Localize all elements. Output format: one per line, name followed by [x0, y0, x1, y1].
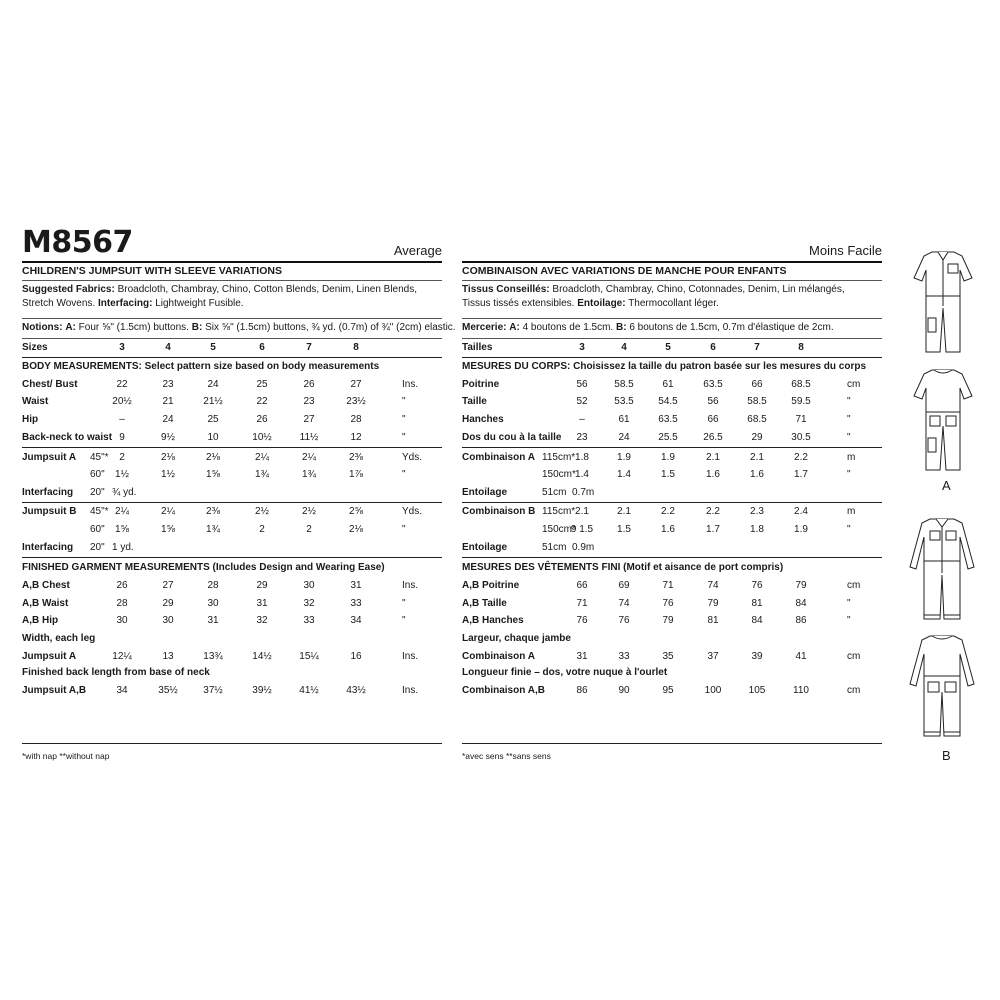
size-value: 1⅝ — [115, 524, 129, 535]
suggested-fabrics: Suggested Fabrics: Broadcloth, Chambray, Chino, Cotton Blends, Denim, Linen Blends, Stretch Wovens. Interfacing: Lightweight Fusible. — [22, 284, 418, 309]
size-value: 1.9 — [794, 524, 808, 535]
size-value: 1.6 — [661, 524, 675, 535]
unit: " — [847, 598, 851, 609]
row-label: Combinaison A,B — [462, 685, 545, 696]
yardage-row — [462, 450, 882, 466]
body-measurement-row — [22, 412, 442, 428]
size-value: 12 — [350, 432, 362, 443]
fabric-width: 115cm* — [542, 506, 576, 517]
back-length-label: Longueur finie – dos, votre nuque à l'ourlet — [462, 667, 668, 678]
body-measurements-header: MESURES DU CORPS: Choisissez la taille du patron basée sur les mesures du corps — [462, 361, 867, 372]
width-each-leg-label: Largeur, chaque jambe — [462, 633, 571, 644]
size-value: 23 — [576, 432, 588, 443]
size-value: 22 — [256, 396, 268, 407]
size-value: 63.5 — [658, 414, 678, 425]
size-value: 32 — [303, 598, 315, 609]
size-value: 4 — [621, 342, 627, 353]
size-value: 14½ — [252, 651, 272, 662]
size-value: 15¼ — [299, 651, 319, 662]
size-value: 1¾ — [206, 524, 220, 535]
size-value: 1½ — [161, 469, 175, 480]
size-value: 76 — [662, 598, 674, 609]
unit: Ins. — [402, 685, 419, 696]
suggested-fabrics: Tissus Conseillés: Broadcloth, Chambray, Chino, Cotonnades, Denim, Lin mélangés, Tissus tissés extensibles. Entoilage: Thermocollant léger. — [462, 284, 845, 309]
back-length-row — [462, 683, 882, 699]
unit: " — [402, 524, 406, 535]
unit: " — [402, 414, 406, 425]
size-value: 26 — [116, 580, 128, 591]
size-value: 2⅛ — [349, 524, 363, 535]
finished-measurements-header: FINISHED GARMENT MEASUREMENTS (Includes Design and Wearing Ease) — [22, 562, 385, 573]
size-value: 30.5 — [791, 432, 811, 443]
fabric-width: 20" — [90, 542, 105, 553]
difficulty-level: Moins Facile — [809, 243, 882, 258]
size-value: 2.4 — [794, 506, 808, 517]
size-value: 2.3 — [750, 506, 764, 517]
size-value: 61 — [618, 414, 630, 425]
size-value: 30 — [162, 615, 174, 626]
size-value: 68.5 — [747, 414, 767, 425]
row-label: Jumpsuit A — [22, 452, 77, 463]
size-value: 2¼ — [115, 506, 129, 517]
size-value: 84 — [751, 615, 763, 626]
fabric-width: 150cm* — [542, 469, 576, 480]
interfacing-row — [462, 485, 882, 501]
size-value: 76 — [618, 615, 630, 626]
size-value: 31 — [350, 580, 362, 591]
view-a-label: A — [942, 478, 951, 493]
size-value: 8 — [353, 342, 359, 353]
size-value: 33 — [303, 615, 315, 626]
unit: " — [847, 524, 851, 535]
size-value: 9½ — [161, 432, 175, 443]
row-label: Combinaison A — [462, 452, 535, 463]
fabric-width: 45"* — [90, 506, 109, 517]
size-value: 52 — [576, 396, 588, 407]
unit: Yds. — [402, 452, 423, 463]
size-value: 76 — [576, 615, 588, 626]
fabric-width: 60" — [90, 469, 105, 480]
interfacing-amount: 0.9m — [572, 542, 595, 553]
fabric-width: 51cm — [542, 487, 567, 498]
size-value: 84 — [795, 598, 807, 609]
size-value: 2.1 — [750, 452, 764, 463]
size-value: 1⅝ — [206, 469, 220, 480]
size-value: 71 — [576, 598, 588, 609]
row-label: Back-neck to waist — [22, 432, 113, 443]
size-value: 95 — [662, 685, 674, 696]
size-value: 31 — [207, 615, 219, 626]
width-row — [462, 649, 882, 665]
size-value: 34 — [350, 615, 362, 626]
size-value: 105 — [748, 685, 766, 696]
size-value: 41 — [795, 651, 807, 662]
size-value: 20½ — [112, 396, 132, 407]
size-value: 2 — [119, 452, 125, 463]
finished-measurement-row — [22, 596, 442, 612]
row-label: Hanches — [462, 414, 504, 425]
yardage-row — [22, 504, 442, 520]
unit: m — [847, 452, 856, 463]
size-value: 1.9 — [617, 452, 631, 463]
fabric-width: 20" — [90, 487, 105, 498]
size-value: 23 — [303, 396, 315, 407]
size-value: 28 — [207, 580, 219, 591]
size-value: 1¾ — [302, 469, 316, 480]
size-value: 9 1.5 — [570, 524, 594, 535]
size-value: 74 — [707, 580, 719, 591]
size-value: 29 — [256, 580, 268, 591]
size-value: 56 — [576, 379, 588, 390]
unit: " — [402, 469, 406, 480]
size-value: 69 — [618, 580, 630, 591]
size-value: 3 — [579, 342, 585, 353]
size-value: 2.2 — [706, 506, 720, 517]
row-label: A,B Hip — [22, 615, 59, 626]
size-value: 2¼ — [302, 452, 316, 463]
size-value: 23½ — [346, 396, 366, 407]
size-value: 54.5 — [658, 396, 678, 407]
size-value: 35½ — [158, 685, 178, 696]
size-value: 5 — [665, 342, 671, 353]
size-value: 4 — [165, 342, 171, 353]
size-value: 1.4 — [617, 469, 631, 480]
unit: " — [402, 432, 406, 443]
body-measurement-row — [462, 412, 882, 428]
size-value: 24 — [162, 414, 174, 425]
size-value: 1.9 — [661, 452, 675, 463]
size-value: 24 — [207, 379, 219, 390]
size-value: 110 — [793, 685, 809, 696]
size-value: 1.5 — [661, 469, 675, 480]
size-value: 28 — [116, 598, 128, 609]
body-measurement-row — [22, 430, 442, 446]
size-value: 33 — [618, 651, 630, 662]
size-value: 41½ — [299, 685, 319, 696]
size-value: 30 — [207, 598, 219, 609]
unit: cm — [847, 379, 861, 390]
back-length-row — [22, 683, 442, 699]
size-value: 66 — [751, 379, 763, 390]
row-label: Dos du cou à la taille — [462, 432, 562, 443]
size-value: 86 — [795, 615, 807, 626]
size-value: 16 — [350, 651, 362, 662]
size-value: 1½ — [115, 469, 129, 480]
row-label: Jumpsuit A — [22, 651, 77, 662]
finished-measurement-row — [462, 613, 882, 629]
size-value: 10½ — [252, 432, 272, 443]
size-value: 2.2 — [794, 452, 808, 463]
interfacing-amount: ¾ yd. — [112, 487, 137, 498]
row-label: A,B Poitrine — [462, 580, 520, 591]
yardage-row — [22, 522, 442, 538]
size-value: 66 — [576, 580, 588, 591]
size-value: 2.2 — [661, 506, 675, 517]
unit: cm — [847, 685, 861, 696]
size-value: 35 — [662, 651, 674, 662]
row-label: A,B Hanches — [462, 615, 524, 626]
finished-measurement-row — [462, 578, 882, 594]
size-value: 2.1 — [617, 506, 631, 517]
size-value: 39½ — [252, 685, 272, 696]
size-value: 27 — [162, 580, 174, 591]
size-value: 1.5 — [617, 524, 631, 535]
size-value: 2⅜ — [349, 452, 363, 463]
size-value: 61 — [662, 379, 674, 390]
unit: " — [402, 615, 406, 626]
finished-measurement-row — [462, 596, 882, 612]
size-value: 71 — [795, 414, 807, 425]
size-value: 1.8 — [750, 524, 764, 535]
pattern-title: CHILDREN'S JUMPSUIT WITH SLEEVE VARIATIONS — [22, 265, 282, 277]
size-value: 7 — [754, 342, 760, 353]
body-measurement-row — [462, 394, 882, 410]
size-value: 26 — [303, 379, 315, 390]
size-value: 100 — [704, 685, 722, 696]
size-value: 81 — [751, 598, 763, 609]
size-value: 32 — [256, 615, 268, 626]
size-value: 76 — [751, 580, 763, 591]
size-value: 37½ — [203, 685, 223, 696]
view-b-back-illustration — [906, 632, 978, 744]
fabric-width: 150cm* — [542, 524, 576, 535]
size-value: 79 — [707, 598, 719, 609]
size-value: 29 — [751, 432, 763, 443]
size-value: 31 — [256, 598, 268, 609]
size-value: 2⅛ — [161, 452, 175, 463]
size-value: 13¾ — [203, 651, 223, 662]
sizes-row — [462, 340, 882, 356]
finished-measurement-row — [22, 613, 442, 629]
size-value: 28 — [350, 414, 362, 425]
body-measurement-row — [462, 430, 882, 446]
row-label: Poitrine — [462, 379, 500, 390]
size-value: 2.1 — [575, 506, 589, 517]
size-value: 10 — [207, 432, 219, 443]
size-value: 1.4 — [575, 469, 589, 480]
size-value: 31 — [576, 651, 588, 662]
body-measurement-row — [462, 377, 882, 393]
size-value: 2⅛ — [206, 452, 220, 463]
size-value: 21 — [162, 396, 174, 407]
unit: " — [847, 469, 851, 480]
view-b-front-illustration — [906, 515, 978, 627]
size-value: 1.6 — [706, 469, 720, 480]
footnote: *with nap **without nap — [22, 751, 110, 761]
size-value: 90 — [618, 685, 630, 696]
size-value: 2 — [306, 524, 312, 535]
size-value: 1.7 — [794, 469, 808, 480]
size-value: 34 — [116, 685, 128, 696]
interfacing-amount: 0.7m — [572, 487, 595, 498]
size-value: 25 — [207, 414, 219, 425]
size-value: 30 — [303, 580, 315, 591]
size-value: 86 — [576, 685, 588, 696]
size-value: 59.5 — [791, 396, 811, 407]
interfacing-row — [22, 485, 442, 501]
size-value: 24 — [618, 432, 630, 443]
size-value: 43½ — [346, 685, 366, 696]
size-value: 26 — [256, 414, 268, 425]
finished-measurements-header: MESURES DES VÊTEMENTS FINI (Motif et aisance de port compris) — [462, 562, 784, 573]
size-value: 2¼ — [255, 452, 269, 463]
yardage-row — [462, 522, 882, 538]
size-value: – — [579, 414, 585, 425]
view-a-front-illustration — [910, 248, 976, 358]
view-a-back-illustration — [910, 366, 976, 476]
size-value: 37 — [707, 651, 719, 662]
pattern-title: COMBINAISON AVEC VARIATIONS DE MANCHE POUR ENFANTS — [462, 265, 787, 277]
size-value: 2¼ — [161, 506, 175, 517]
size-value: 23 — [162, 379, 174, 390]
yardage-row — [462, 504, 882, 520]
row-label: Combinaison B — [462, 506, 536, 517]
size-value: 68.5 — [791, 379, 811, 390]
size-value: 33 — [350, 598, 362, 609]
size-value: 81 — [707, 615, 719, 626]
unit: cm — [847, 651, 861, 662]
size-value: 2½ — [255, 506, 269, 517]
yardage-row — [22, 450, 442, 466]
size-value: 29 — [162, 598, 174, 609]
view-b-label: B — [942, 748, 951, 763]
size-value: 2⅝ — [349, 506, 363, 517]
size-value: 3 — [119, 342, 125, 353]
body-measurement-row — [22, 394, 442, 410]
size-value: 1.6 — [750, 469, 764, 480]
row-label: A,B Chest — [22, 580, 70, 591]
width-row — [22, 649, 442, 665]
notions: Notions: A: Four ⅝" (1.5cm) buttons. B: Six ⅝" (1.5cm) buttons, ¾ yd. (0.7m) of ¾" (2cm) elastic. — [22, 322, 456, 333]
body-measurement-row — [22, 377, 442, 393]
interfacing-amount: 1 yd. — [112, 542, 134, 553]
size-value: 1⅞ — [349, 469, 363, 480]
size-value: 13 — [162, 651, 174, 662]
size-value: 39 — [751, 651, 763, 662]
unit: " — [847, 396, 851, 407]
row-label: Interfacing — [22, 487, 74, 498]
interfacing-row — [22, 540, 442, 556]
pattern-code: M8567 — [22, 225, 133, 260]
size-value: 2.1 — [706, 452, 720, 463]
row-label: Waist — [22, 396, 49, 407]
unit: Yds. — [402, 506, 423, 517]
unit: " — [847, 414, 851, 425]
size-value: 1⅝ — [161, 524, 175, 535]
size-value: – — [119, 414, 125, 425]
size-value: 27 — [303, 414, 315, 425]
size-value: 53.5 — [614, 396, 634, 407]
size-value: 2⅜ — [206, 506, 220, 517]
unit: " — [402, 598, 406, 609]
size-value: 21½ — [203, 396, 223, 407]
size-value: 2 — [259, 524, 265, 535]
size-value: 9 — [119, 432, 125, 443]
size-value: 6 — [259, 342, 265, 353]
row-label: Entoilage — [462, 487, 508, 498]
row-label: Tailles — [462, 342, 493, 353]
size-value: 11½ — [299, 432, 319, 443]
width-each-leg-label: Width, each leg — [22, 633, 96, 644]
size-value: 1¾ — [255, 469, 269, 480]
row-label: Jumpsuit A,B — [22, 685, 87, 696]
unit: " — [847, 432, 851, 443]
size-value: 79 — [795, 580, 807, 591]
size-value: 7 — [306, 342, 312, 353]
unit: m — [847, 506, 856, 517]
size-value: 27 — [350, 379, 362, 390]
unit: Ins. — [402, 651, 419, 662]
row-label: Interfacing — [22, 542, 74, 553]
size-value: 71 — [662, 580, 674, 591]
size-value: 58.5 — [614, 379, 634, 390]
fabric-width: 45"* — [90, 452, 109, 463]
size-value: 1.8 — [575, 452, 589, 463]
yardage-row — [22, 467, 442, 483]
english-column — [22, 0, 456, 1000]
row-label: Sizes — [22, 342, 48, 353]
notions: Mercerie: A: 4 boutons de 1.5cm. B: 6 boutons de 1.5cm, 0.7m d'élastique de 2cm. — [462, 322, 834, 333]
size-value: 66 — [707, 414, 719, 425]
size-value: 30 — [116, 615, 128, 626]
difficulty-level: Average — [393, 243, 442, 258]
size-value: 8 — [798, 342, 804, 353]
size-value: 58.5 — [747, 396, 767, 407]
sizes-row — [22, 340, 442, 356]
size-value: 5 — [210, 342, 216, 353]
unit: " — [402, 396, 406, 407]
back-length-label: Finished back length from base of neck — [22, 667, 210, 678]
size-value: 79 — [662, 615, 674, 626]
size-value: 1.7 — [706, 524, 720, 535]
size-value: 74 — [618, 598, 630, 609]
fabric-width: 115cm* — [542, 452, 576, 463]
size-value: 26.5 — [703, 432, 723, 443]
fabric-width: 60" — [90, 524, 105, 535]
size-value: 12¼ — [112, 651, 132, 662]
row-label: Jumpsuit B — [22, 506, 77, 517]
row-label: Hip — [22, 414, 39, 425]
size-value: 22 — [116, 379, 128, 390]
unit: Ins. — [402, 379, 419, 390]
interfacing-row — [462, 540, 882, 556]
size-value: 56 — [707, 396, 719, 407]
unit: cm — [847, 580, 861, 591]
row-label: A,B Waist — [22, 598, 69, 609]
row-label: Taille — [462, 396, 487, 407]
size-value: 2½ — [302, 506, 316, 517]
row-label: Chest/ Bust — [22, 379, 78, 390]
unit: " — [847, 615, 851, 626]
yardage-row — [462, 467, 882, 483]
french-column — [462, 0, 882, 1000]
footnote: *avec sens **sans sens — [462, 751, 551, 761]
size-value: 25 — [256, 379, 268, 390]
size-value: 63.5 — [703, 379, 723, 390]
unit: Ins. — [402, 580, 419, 591]
row-label: Combinaison A — [462, 651, 535, 662]
size-value: 6 — [710, 342, 716, 353]
body-measurements-header: BODY MEASUREMENTS: Select pattern size based on body measurements — [22, 361, 380, 372]
finished-measurement-row — [22, 578, 442, 594]
fabric-width: 51cm — [542, 542, 567, 553]
row-label: A,B Taille — [462, 598, 507, 609]
size-value: 25.5 — [658, 432, 678, 443]
row-label: Entoilage — [462, 542, 508, 553]
